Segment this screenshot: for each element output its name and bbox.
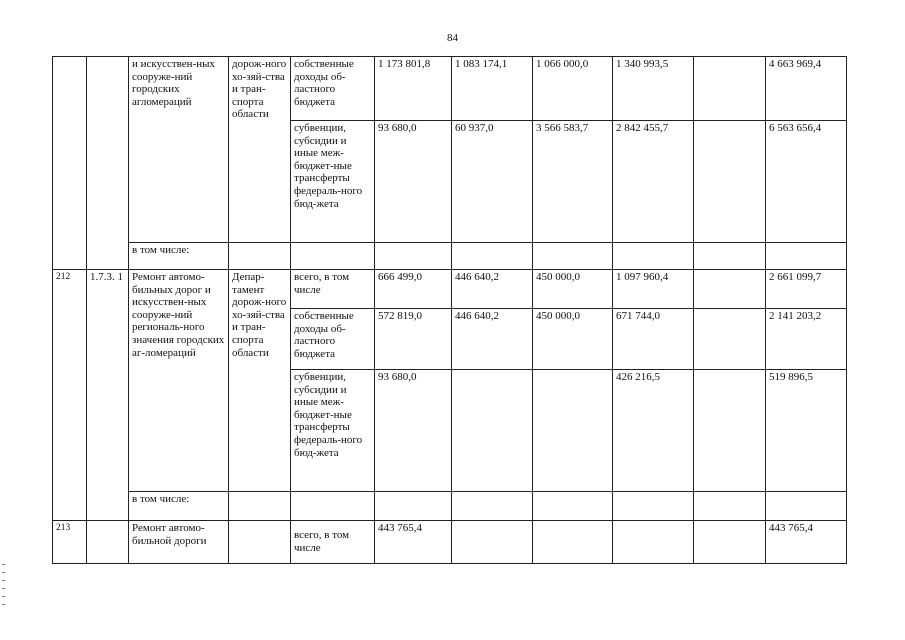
total-cell: 2 661 099,7 [766,270,847,309]
value-cell: 426 216,5 [613,370,694,492]
value-cell: 2 842 455,7 [613,121,694,243]
value-cell: 60 937,0 [452,121,533,243]
row-number-cell: 213 [53,521,87,564]
value-cell [452,370,533,492]
value-cell [694,57,766,121]
total-cell: 443 765,4 [766,521,847,564]
value-cell: 572 819,0 [375,309,452,370]
value-cell [694,121,766,243]
including-label-cell: в том числе: [129,492,229,521]
including-label-cell: в том числе: [129,243,229,270]
row-number-cell: 212 [53,270,87,521]
value-cell: 1 173 801,8 [375,57,452,121]
value-cell: 446 640,2 [452,270,533,309]
row-executor-cell: Депар-тамент дорож-ного хо-зяй-ства и тран-спорта области [229,270,291,492]
value-cell [694,521,766,564]
value-cell [533,521,613,564]
row-name-cell: и искусствен-ных сооруже-ний городских агломераций [129,57,229,243]
total-cell: 519 896,5 [766,370,847,492]
table-row [53,57,847,121]
budget-table [52,56,847,564]
row-executor-cell: дорож-ного хо-зяй-ства и тран-спорта области [229,57,291,243]
total-cell: 6 563 656,4 [766,121,847,243]
row-executor-cell [229,521,291,564]
total-cell: 2 141 203,2 [766,309,847,370]
value-cell [694,309,766,370]
value-cell: 93 680,0 [375,370,452,492]
value-cell: 450 000,0 [533,270,613,309]
table-row [53,270,847,309]
funding-source-cell: субвенции, субсидии и иные меж-бюджет-ные трансферты федераль-ного бюд-жета [291,370,375,492]
value-cell: 1 097 960,4 [613,270,694,309]
value-cell: 1 083 174,1 [452,57,533,121]
funding-source-cell: всего, в том числе [291,270,375,309]
value-cell [613,521,694,564]
funding-source-cell: собственные доходы об-ластного бюджета [291,57,375,121]
value-cell: 671 744,0 [613,309,694,370]
value-cell [533,370,613,492]
funding-source-cell: всего, в том числе [291,521,375,564]
funding-source-cell: субвенции, субсидии и иные меж-бюджет-ные трансферты федераль-ного бюд-жета [291,121,375,243]
value-cell [694,270,766,309]
value-cell: 450 000,0 [533,309,613,370]
row-name-cell: Ремонт автомо-бильной дороги [129,521,229,564]
value-cell: 446 640,2 [452,309,533,370]
table-row [53,492,847,521]
value-cell [694,370,766,492]
value-cell: 93 680,0 [375,121,452,243]
funding-source-cell: собственные доходы об-ластного бюджета [291,309,375,370]
row-name-cell: Ремонт автомо-бильных дорог и искусствен-ных сооруже-ний региональ-ного значения городских аг-ломераций [129,270,229,492]
value-cell: 1 066 000,0 [533,57,613,121]
value-cell: 443 765,4 [375,521,452,564]
row-code-cell: 1.7.3. 1 [87,270,129,521]
value-cell: 666 499,0 [375,270,452,309]
row-code-cell [87,521,129,564]
page-number: 84 [447,32,458,44]
total-cell: 4 663 969,4 [766,57,847,121]
value-cell [452,521,533,564]
table-row [53,521,847,564]
value-cell: 3 566 583,7 [533,121,613,243]
row-code-cell [87,57,129,270]
scan-edge-marks [2,564,6,614]
value-cell: 1 340 993,5 [613,57,694,121]
row-number-cell [53,57,87,270]
table-row [53,243,847,270]
